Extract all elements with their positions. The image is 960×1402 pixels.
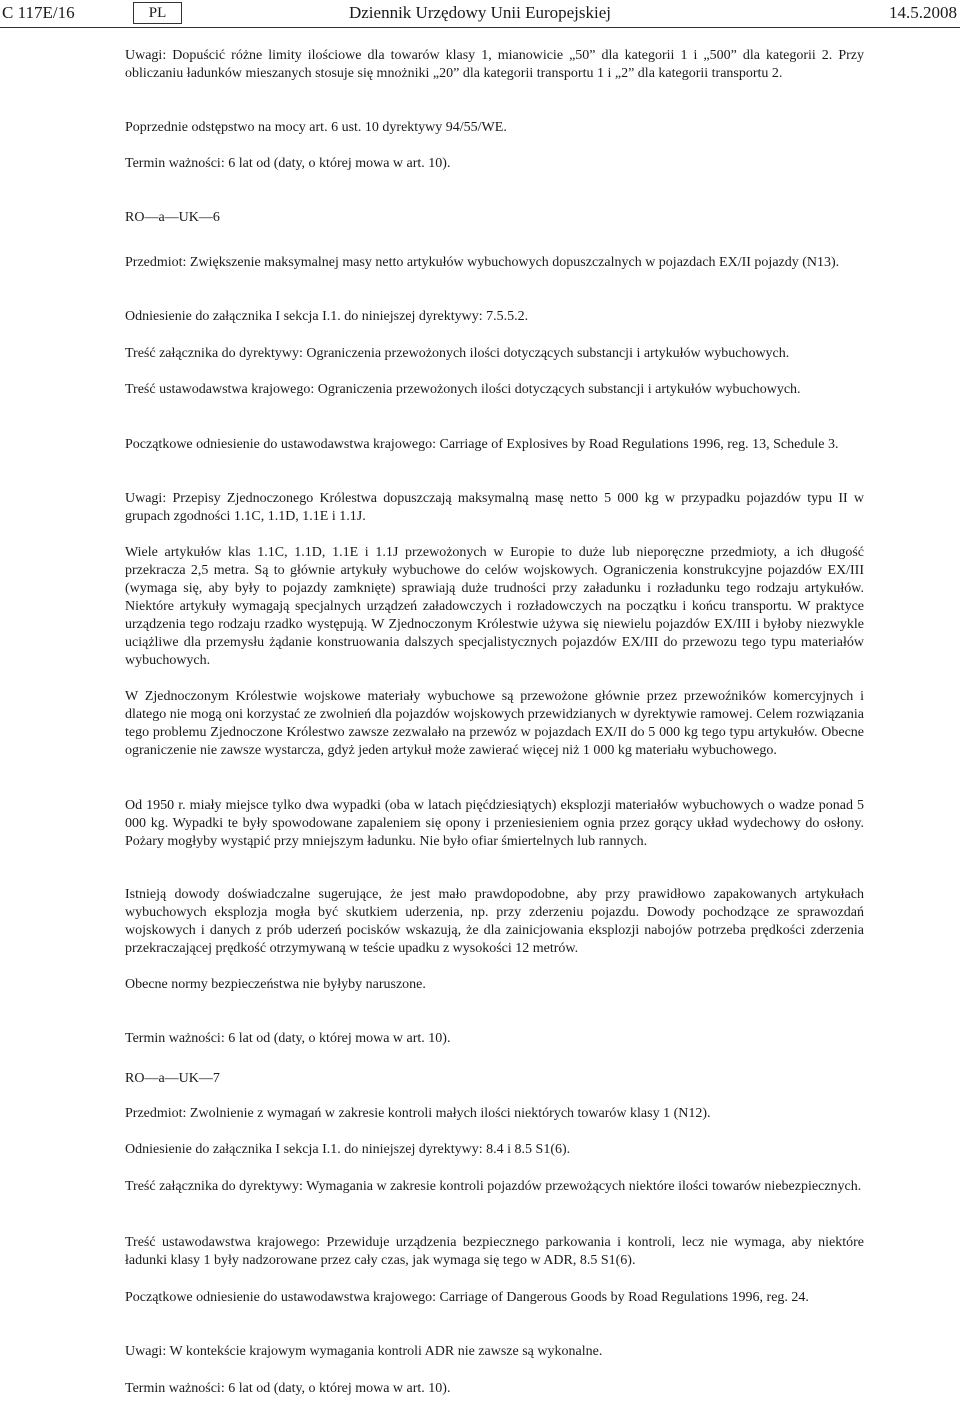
section-code: RO—a—UK—6 — [125, 210, 220, 225]
publication-date: 14.5.2008 — [889, 3, 957, 22]
header-rule — [0, 27, 960, 28]
page-reference: C 117E/16 — [2, 3, 75, 22]
paragraph: Treść załącznika do dyrektywy: Wymagania w zakresie kontroli pojazdów przewożących niektóre ilości towarów niebezpiecznych. — [125, 1179, 862, 1194]
paragraph: Odniesienie do załącznika I sekcja I.1. do niniejszej dyrektywy: 7.5.5.2. — [125, 309, 529, 324]
section-code: RO—a—UK—7 — [125, 1071, 220, 1086]
paragraph: Poprzednie odstępstwo na mocy art. 6 ust. 10 dyrektywy 94/55/WE. — [125, 120, 507, 135]
paragraph: Treść ustawodawstwa krajowego: Przewiduje urządzenia bezpiecznego parkowania i kontroli, lecz nie wymaga, aby niektóre ładunki klasy 1 były nadzorowane przez cały czas, jak wymaga się tego w ADR, 8.5 S1(6). — [125, 1235, 864, 1268]
journal-title: Dziennik Urzędowy Unii Europejskiej — [348, 3, 611, 22]
paragraph: W Zjednoczonym Królestwie wojskowe materiały wybuchowe są przewożone głównie przez przewoźników komercyjnych i dlatego nie mogą oni korzystać ze zwolnień dla pojazdów wojskowych przewidzianych w dyrektywie ramowej. Celem rozwiązania tego problemu Zjednoczone Królestwo zawsze zezwalało na przewóz w pojazdach EX/II do 5 000 kg tego typu artykułów. Obecne ograniczenie nie zawsze wystarcza, gdyż jeden artykuł może zawierać więcej niż 1 000 kg materiału wybuchowego. — [125, 689, 864, 758]
paragraph: Termin ważności: 6 lat od (daty, o której mowa w art. 10). — [125, 1031, 451, 1046]
paragraph: Termin ważności: 6 lat od (daty, o której mowa w art. 10). — [125, 156, 451, 171]
paragraph: Termin ważności: 6 lat od (daty, o której mowa w art. 10). — [125, 1381, 451, 1396]
language-badge: PL — [133, 2, 182, 24]
paragraph: Treść ustawodawstwa krajowego: Ograniczenia przewożonych ilości dotyczących substancji i artykułów wybuchowych. — [125, 382, 801, 397]
paragraph: Uwagi: W kontekście krajowym wymagania kontroli ADR nie zawsze są wykonalne. — [125, 1344, 603, 1359]
paragraph: Wiele artykułów klas 1.1C, 1.1D, 1.1E i 1.1J przewożonych w Europie to duże lub nieporęczne przedmioty, a ich długość przekracza 2,5 metra. Są to głównie artykuły wybuchowe do celów wojskowych. Ograniczenia konstrukcyjne pojazdów EX/III (wymaga się, aby były to pojazdy zamknięte) sprawiają duże trudności przy załadunku i rozładunku tego rodzaju artykułów. Niektóre artykuły wymagają specjalnych urządzeń załadowczych i rozładowczych na początku i końcu transportu. W praktyce urządzenia tego rodzaju rzadko występują. W Zjednoczonym Królestwie używa się niewielu pojazdów EX/III i byłoby niezwykle uciążliwe dla przemysłu żądanie konstruowania dalszych specjalistycznych pojazdów EX/III do przewozu tego typu materiałów wybuchowych. — [125, 545, 864, 668]
paragraph: Przedmiot: Zwolnienie z wymagań w zakresie kontroli małych ilości niektórych towarów klasy 1 (N12). — [125, 1106, 711, 1121]
paragraph: Początkowe odniesienie do ustawodawstwa krajowego: Carriage of Explosives by Road Regulations 1996, reg. 13, Schedule 3. — [125, 437, 839, 452]
paragraph: Przedmiot: Zwiększenie maksymalnej masy netto artykułów wybuchowych dopuszczalnych w pojazdach EX/II pojazdy (N13). — [125, 255, 840, 270]
paragraph: Uwagi: Przepisy Zjednoczonego Królestwa dopuszczają maksymalną masę netto 5 000 kg w przypadku pojazdów typu II w grupach zgodności 1.1C, 1.1D, 1.1E i 1.1J. — [125, 491, 864, 524]
paragraph: Początkowe odniesienie do ustawodawstwa krajowego: Carriage of Dangerous Goods by Road Regulations 1996, reg. 24. — [125, 1290, 809, 1305]
paragraph: Od 1950 r. miały miejsce tylko dwa wypadki (oba w latach pięćdziesiątych) eksplozji materiałów wybuchowych o wadze ponad 5 000 kg. Wypadki te były spowodowane zapaleniem się opony i przeniesieniem ognia przez gorący układ wydechowy do osłony. Pożary mogłyby wystąpić przy mniejszym ładunku. Nie było ofiar śmiertelnych lub rannych. — [125, 798, 864, 849]
page-header — [0, 0, 960, 34]
paragraph: Istnieją dowody doświadczalne sugerujące, że jest mało prawdopodobne, aby przy prawidłowo zapakowanych artykułach wybuchowych eksplozja mogła być skutkiem uderzenia, np. przy zderzeniu pojazdu. Dowody pochodzące ze sprawozdań wojskowych i danych z prób uderzeń pocisków wskazują, że dla zainicjowania eksplozji nabojów potrzeba prędkości zderzenia przekraczającej prędkość otrzymywaną w teście upadku z wysokości 12 metrów. — [125, 887, 864, 956]
paragraph: Treść załącznika do dyrektywy: Ograniczenia przewożonych ilości dotyczących substancji i artykułów wybuchowych. — [125, 346, 790, 361]
paragraph: Uwagi: Dopuścić różne limity ilościowe dla towarów klasy 1, mianowicie „50” dla kategorii 1 i „500” dla kategorii 2. Przy obliczaniu ładunków mieszanych stosuje się mnożniki „20” dla kategorii transportu 1 i „2” dla kategorii transportu 2. — [125, 48, 864, 81]
paragraph: Odniesienie do załącznika I sekcja I.1. do niniejszej dyrektywy: 8.4 i 8.5 S1(6). — [125, 1142, 571, 1157]
paragraph: Obecne normy bezpieczeństwa nie byłyby naruszone. — [125, 977, 426, 992]
